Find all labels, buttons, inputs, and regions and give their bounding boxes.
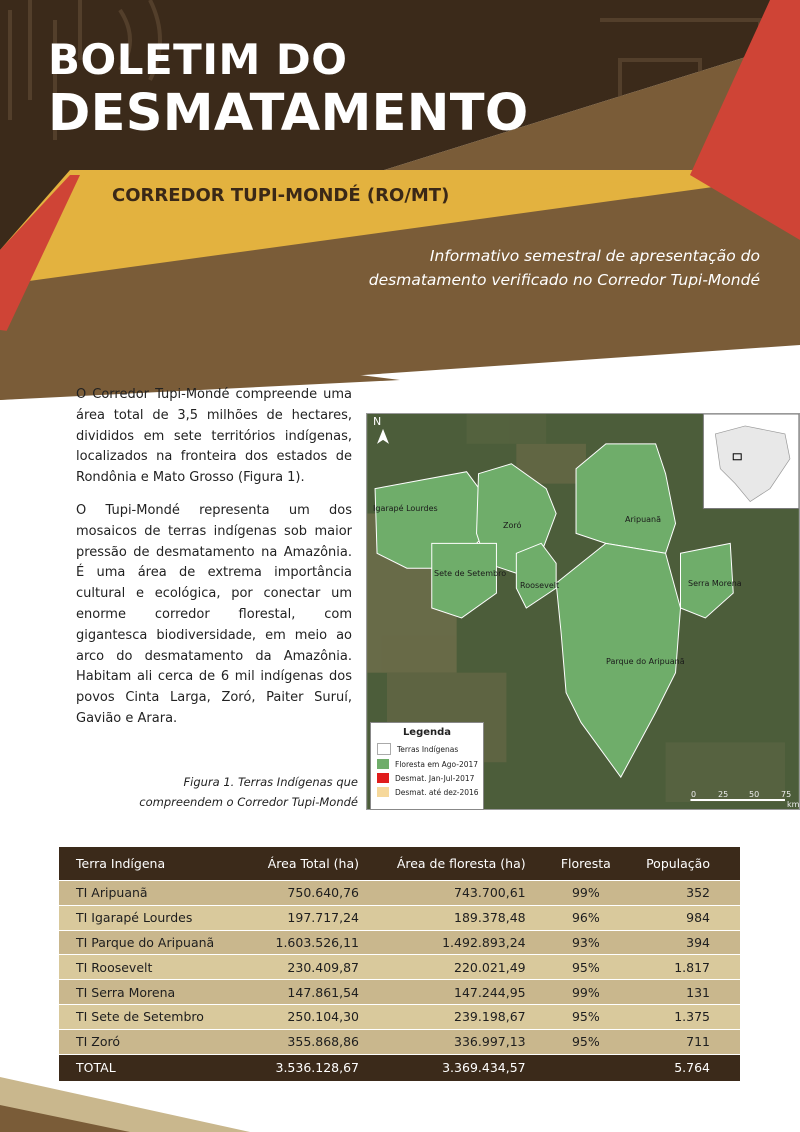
cell-floresta: 95%: [526, 1004, 646, 1029]
figure-caption: [120, 772, 358, 812]
cell-floresta: 99%: [526, 881, 646, 906]
table-row: [59, 955, 740, 980]
map-label-sete: Sete de Setembro: [434, 569, 507, 578]
cell-area-floresta: 336.997,13: [359, 1029, 526, 1054]
cell-populacao: 711: [646, 1029, 740, 1054]
indigenous-lands-table: [59, 847, 740, 1082]
header-area-floresta: Área de floresta (ha): [359, 847, 526, 881]
cell-area-total: 355.868,86: [258, 1029, 359, 1054]
legend-swatch: [377, 787, 389, 797]
header-populacao: População: [646, 847, 740, 881]
map-legend: [370, 722, 484, 810]
cell-area-total: 230.409,87: [258, 955, 359, 980]
map-label-roosevelt: Roosevelt: [520, 581, 560, 590]
header-area-total: Área Total (ha): [258, 847, 359, 881]
legend-item: [377, 773, 483, 783]
cell-populacao: 984: [646, 905, 740, 930]
title-line1: BOLETIM DO: [48, 35, 348, 84]
table-row: [59, 905, 740, 930]
legend-swatch: [377, 743, 391, 755]
scale-0: 0: [691, 790, 697, 799]
subtitle: CORREDOR TUPI-MONDÉ (RO/MT): [112, 185, 450, 206]
footer-decoration: [0, 1065, 800, 1132]
map-label-serra: Serra Morena: [688, 579, 742, 588]
scale-unit: km: [787, 800, 800, 809]
cell-populacao: 1.375: [646, 1004, 740, 1029]
table-header-row: [59, 847, 740, 881]
legend-label: Terras Indígenas: [397, 744, 459, 754]
legend-item: [377, 759, 483, 769]
cell-floresta: 96%: [526, 905, 646, 930]
cell-floresta: 95%: [526, 955, 646, 980]
total-area-total: 3.536.128,67: [258, 1054, 359, 1081]
header-floresta: Floresta: [526, 847, 646, 881]
cell-populacao: 1.817: [646, 955, 740, 980]
cell-area-total: 1.603.526,11: [258, 930, 359, 955]
title-line2: DESMATAMENTO: [48, 84, 529, 143]
table-row: [59, 1004, 740, 1029]
scale-25: 25: [718, 790, 729, 799]
intro-paragraph: O Corredor Tupi-Mondé compreende uma área total de 3,5 milhões de hectares, divididos em sete territórios indígenas, localizados na fronteira dos estados de Rondônia e Mato Grosso (Figura 1).: [76, 387, 352, 486]
legend-swatch: [377, 773, 389, 783]
cell-area-total: 197.717,24: [258, 905, 359, 930]
legend-item: [377, 743, 483, 755]
tagline-line2: desmatamento verificado no Corredor Tupi-Mondé: [368, 271, 760, 289]
cell-terra: TI Aripuanã: [59, 881, 258, 906]
cell-area-floresta: 1.492.893,24: [359, 930, 526, 955]
map-label-aripuana: Aripuanã: [625, 515, 662, 524]
caption-line1: Figura 1. Terras Indígenas que: [183, 775, 358, 789]
caption-line2: compreendem o Corredor Tupi-Mondé: [139, 795, 358, 809]
cell-terra: TI Igarapé Lourdes: [59, 905, 258, 930]
legend-label: Desmat. até dez-2016: [395, 787, 479, 797]
scale-50: 50: [749, 790, 760, 799]
table-row: [59, 980, 740, 1005]
cell-floresta: 93%: [526, 930, 646, 955]
cell-area-floresta: 239.198,67: [359, 1004, 526, 1029]
legend-item: [377, 787, 483, 797]
cell-populacao: 352: [646, 881, 740, 906]
cell-area-floresta: 220.021,49: [359, 955, 526, 980]
table-row: [59, 930, 740, 955]
cell-area-total: 750.640,76: [258, 881, 359, 906]
cell-terra: TI Parque do Aripuanã: [59, 930, 258, 955]
map-label-parque: Parque do Aripuanã: [606, 657, 685, 666]
cell-populacao: 131: [646, 980, 740, 1005]
legend-title: Legenda: [402, 727, 452, 738]
cell-populacao: 394: [646, 930, 740, 955]
tagline-line1: Informativo semestral de apresentação do: [429, 247, 760, 265]
cell-terra: TI Zoró: [59, 1029, 258, 1054]
cell-area-total: 147.861,54: [258, 980, 359, 1005]
legend-swatch: [377, 759, 389, 769]
cell-floresta: 95%: [526, 1029, 646, 1054]
tagline: [320, 244, 760, 292]
description-paragraph: O Tupi-Mondé representa um dos mosaicos de terras indígenas sob maior pressão de desmatamento na Amazônia. É uma área de extrema importância cultural e ecológica, por conectar um enorme corredor florestal, com gigantesca biodiversidade, em meio ao arco do desmatamento da Amazônia. Habitam ali cerca de 6 mil indígenas dos povos Cinta Larga, Zoró, Paiter Suruí, Gavião e Arara.: [76, 503, 352, 726]
total-populacao: 5.764: [646, 1054, 740, 1081]
cell-area-floresta: 743.700,61: [359, 881, 526, 906]
map-label-zoro: Zoró: [503, 521, 522, 530]
cell-terra: TI Roosevelt: [59, 955, 258, 980]
cell-floresta: 99%: [526, 980, 646, 1005]
map-north-label: N: [373, 415, 382, 428]
cell-terra: TI Serra Morena: [59, 980, 258, 1005]
cell-area-floresta: 147.244,95: [359, 980, 526, 1005]
header-terra: Terra Indígena: [59, 847, 258, 881]
map-label-igarape: Igarapé Lourdes: [373, 504, 438, 513]
legend-label: Floresta em Ago-2017: [395, 759, 479, 769]
cell-area-floresta: 189.378,48: [359, 905, 526, 930]
total-area-floresta: 3.369.434,57: [359, 1054, 526, 1081]
table-row: [59, 1029, 740, 1054]
total-label: TOTAL: [59, 1054, 258, 1081]
cell-terra: TI Sete de Setembro: [59, 1004, 258, 1029]
scale-75: 75: [781, 790, 792, 799]
legend-label: Desmat. Jan-Jul-2017: [395, 773, 475, 783]
cell-area-total: 250.104,30: [258, 1004, 359, 1029]
table-row: [59, 881, 740, 906]
